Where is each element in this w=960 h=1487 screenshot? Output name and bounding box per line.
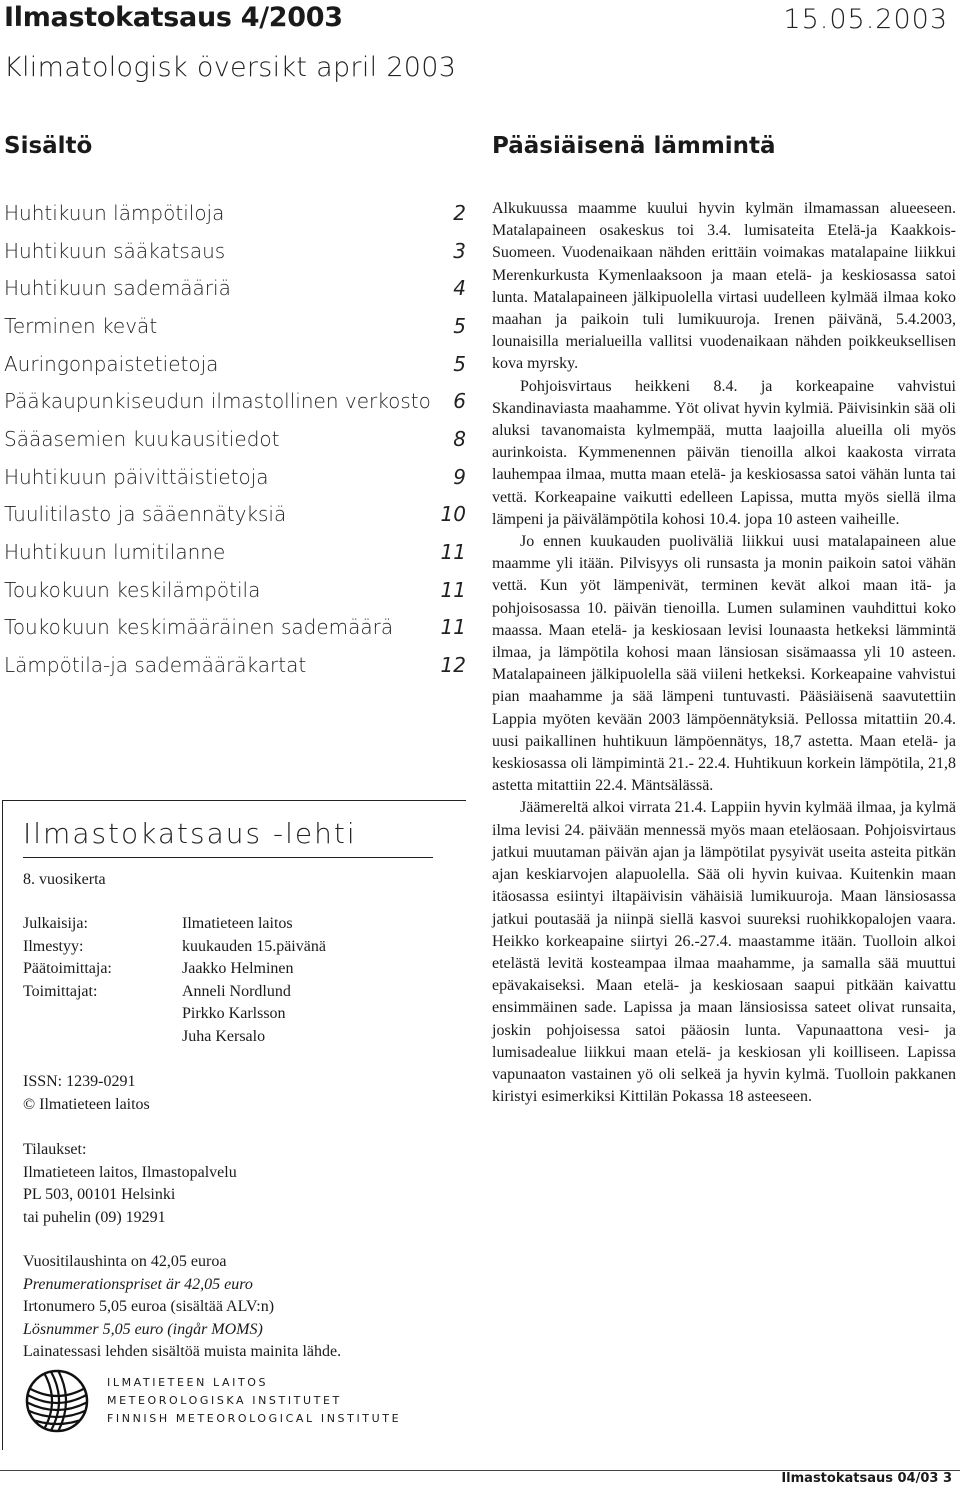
toc-item-label: Sääasemien kuukausitiedot (4, 426, 280, 451)
toc-item (4, 307, 466, 345)
edition: 8. vuosikerta (23, 871, 106, 888)
citation-note: Lainatessasi lehden sisältöä muista mainita lähde. (23, 1343, 342, 1360)
toc-item-page: 5 (453, 351, 466, 376)
table-of-contents (4, 194, 466, 684)
toc-item-label: Huhtikuun sääkatsaus (4, 238, 226, 263)
credit-value: Juha Kersalo (182, 1027, 266, 1045)
toc-item-label: Toukokuun keskilämpötila (4, 577, 261, 602)
toc-item-page: 12 (440, 653, 466, 678)
toc-item (4, 609, 466, 647)
article-paragraph: Jäämereltä alkoi virrata 21.4. Lappiin hyvin kylmää ilmaa, ja kylmä ilma levisi 24. päivään mennessä myös maan eteläosaan. Pohjoisvirtaus jatkui muutaman päivän ajan ja lämpötilat pysyivät useita asteita pitkän ajan keskiarvojen alapuolella. Sää oli hyvin kuivaa. Kuitenkin maan itäosassa esiintyi iltapäivisin vähäisiä lumikuuroja. Maan länsiosassa jatkui poutasää ja niinpä siellä kasvoi suureksi ruohikkopalojen vaara. Heikko korkeapaine siirtyi 26.-27.4. maastamme itään. Tuolloin alkoi etelästä levitä kosteampaa ilmaa maahamme, ja samalla sää muuttui epävakaiseksi. Maan etelä- ja keskiosaan saapui pitkään kaivattu ensimmäinen sade. Lapissa ja maan länsiosissa sateet olivat runsaita, joskin pohjoisessa satoi pääosin lunta. Vapunaattona vesi- ja lumisadealue liikkui maan etelä- ja keskiosan yli koilliseen. Lapissa vapunaaton vastainen yö oli selkeä ja hyvin kylmä. Tuolloin pakkanen kiristyi esimerkiksi Kittilän Pokassa 18 asteeseen. (492, 799, 956, 1106)
toc-item-label: Toukokuun keskimääräinen sademäärä (4, 615, 394, 640)
toc-item (4, 646, 466, 684)
toc-item (4, 496, 466, 534)
toc-item (4, 345, 466, 383)
toc-item-page: 11 (440, 540, 466, 565)
toc-item (4, 232, 466, 270)
credit-value: Ilmatieteen laitos (182, 915, 293, 932)
credit-label (23, 1026, 112, 1049)
toc-item-page: 3 (453, 238, 466, 263)
toc-item-page: 9 (453, 464, 466, 489)
toc-item-page: 8 (453, 426, 466, 451)
institute-name-fi: ILMATIETEEN LAITOS (107, 1376, 269, 1389)
article-body (492, 198, 956, 1108)
toc-item-page: 10 (440, 502, 466, 527)
toc-item-label: Huhtikuun sademääriä (4, 276, 231, 301)
toc-item-label: Huhtikuun lumitilanne (4, 540, 226, 565)
colophon-box (2, 800, 466, 1450)
toc-heading: Sisältö (4, 133, 93, 159)
issn-block (23, 1071, 150, 1116)
toc-item-label: Huhtikuun päivittäistietoja (4, 464, 269, 489)
price-fi: Vuositilaushinta on 42,05 euroa (23, 1253, 227, 1270)
price-sv: Prenumerationspriset är 42,05 euro (23, 1275, 253, 1293)
toc-item-page: 2 (453, 200, 466, 225)
single-fi: Irtonumero 5,05 euroa (sisältää ALV:n) (23, 1298, 275, 1315)
credit-value: Jaakko Helminen (182, 960, 294, 977)
orders-line: Ilmatieteen laitos, Ilmastopalvelu (23, 1163, 237, 1181)
toc-item-label: Tuulitilasto ja sääennätyksiä (4, 502, 287, 527)
toc-item-label: Terminen kevät (4, 313, 158, 338)
toc-item (4, 571, 466, 609)
credit-label: Julkaisija: (23, 915, 88, 932)
toc-item-page: 6 (453, 389, 466, 414)
toc-item-page: 5 (453, 313, 466, 338)
article-paragraph: Pohjoisvirtaus heikkeni 8.4. ja korkeapaine vahvistui Skandinaviasta maahamme. Yöt olivat hyvin kylmiä. Päivisinkin sää oli aluksi tavanomaista kylmempää, mutta laajoilla alueilla oli myös aurinkoista. Kymmenennen päivän tienoilla alkoi kaakosta virrata lauhempaa ilmaa, mutta maan etelä- ja keskiosassa satoi vähän lunta tai vettä. Korkeapaine vaikutti edelleen Lapissa, mutta myös siellä ilma lämpeni ja päivälämpötila kohosi 10.4. jopa 10 asteen vaiheille. (492, 377, 956, 528)
publication-date: 15.05.2003 (783, 4, 948, 35)
copyright: © Ilmatieteen laitos (23, 1095, 150, 1113)
credit-label: Päätoimittaja: (23, 960, 112, 977)
toc-item (4, 382, 466, 420)
magazine-title: Ilmastokatsaus -lehti (23, 817, 357, 850)
toc-item (4, 458, 466, 496)
page-footer: Ilmastokatsaus 04/03 3 (781, 1471, 952, 1486)
toc-item-page: 11 (440, 615, 466, 640)
article-paragraph: Alkukuussa maamme kuului hyvin kylmän ilmamassan alueeseen. Matalapaineen osakeskus toi 3.4. lumisateita Etelä-ja Kaakkois-Suomeen. Vuodenaikaan nähden erittäin voimakas matalapaine liikkui Merenkurkusta Kymenlaaksoon ja maan etelä- ja keskiosassa satoi lunta. Matalapaineen jälkipuolella virtasi uudelleen kylmää ilmaa koko maahan ja paikoin tuli lumikuuroja. Irenen päivänä, 5.4.2003, lounaisilla merialueilla vallitsi vuodenaikaan nähden poikkeuksellisen kova myrsky. (492, 200, 956, 373)
orders-line: PL 503, 00101 Helsinki (23, 1186, 176, 1203)
title-divider (23, 857, 433, 858)
institute-name-en: FINNISH METEOROLOGICAL INSTITUTE (107, 1412, 402, 1425)
article-heading: Pääsiäisenä lämmintä (492, 133, 776, 159)
institute-names (107, 1374, 401, 1428)
toc-item (4, 420, 466, 458)
credit-value: Pirkko Karlsson (182, 1005, 286, 1022)
institute-name-sv: METEOROLOGISKA INSTITUTET (107, 1394, 342, 1407)
toc-item-label: Pääkaupunkiseudun ilmastollinen verkosto (4, 389, 431, 414)
orders-block (23, 1139, 237, 1229)
toc-item-label: Lämpötila-ja sademääräkartat (4, 653, 307, 678)
publication-title: Ilmastokatsaus 4/2003 (4, 2, 343, 33)
article-paragraph: Jo ennen kuukauden puoliväliä liikkui uusi matalapaineen alue maamme yli itään. Pilvisyys oli runsasta ja monin paikoin satoi vähän vettä. Kun yöt lämpenivät, terminen kevät alkoi maan itä- ja pohjoisosassa 10. päivän tienoilla. Lumen sulaminen vauhdittui koko maassa. Maan etelä- ja keskiosaan levisi lounaasta hetkeksi lämmintä ilmaa, ja lämpötila kohosi maan länsiosan sisämaassa yli 10 asteen. Matalapaineen jälkipuolella sää viileni hetkeksi. Korkeapaine vahvistui pian maahamme ja sää lämpeni tuntuvasti. Pääsiäisenä saavutettiin Lappia myöten kevään 2003 lämpöennätyksiä. Pellossa mitattiin 20.4. uusi paikallinen huhtikuun lämpöennätys, 18,7 astetta. Maan etelä- ja keskiosassa oli lämpimintä 21.- 22.4. Huhtikuun korkein lämpötila, 21,8 astetta mitattiin 22.4. Mäntsälässä. (492, 533, 956, 795)
issn: ISSN: 1239-0291 (23, 1073, 136, 1090)
publication-subtitle: Klimatologisk översikt april 2003 (4, 52, 457, 83)
fmi-logo-icon (25, 1369, 89, 1433)
toc-item (4, 533, 466, 571)
toc-item-page: 11 (440, 577, 466, 602)
credit-label (23, 1003, 112, 1026)
toc-item-label: Auringonpaistetietoja (4, 351, 219, 376)
single-sv: Lösnummer 5,05 euro (ingår MOMS) (23, 1320, 263, 1338)
credit-label: Toimittajat: (23, 982, 98, 1000)
orders-label: Tilaukset: (23, 1141, 87, 1158)
credit-value: Anneli Nordlund (182, 982, 291, 1000)
credit-value: kuukauden 15.päivänä (182, 937, 326, 955)
credits-values (182, 913, 326, 1048)
toc-item (4, 194, 466, 232)
toc-item (4, 269, 466, 307)
prices-block (23, 1251, 341, 1364)
toc-item-label: Huhtikuun lämpötiloja (4, 200, 225, 225)
toc-item-page: 4 (453, 276, 466, 301)
credits-labels (23, 913, 112, 1048)
orders-line: tai puhelin (09) 19291 (23, 1208, 166, 1226)
credit-label: Ilmestyy: (23, 937, 84, 955)
